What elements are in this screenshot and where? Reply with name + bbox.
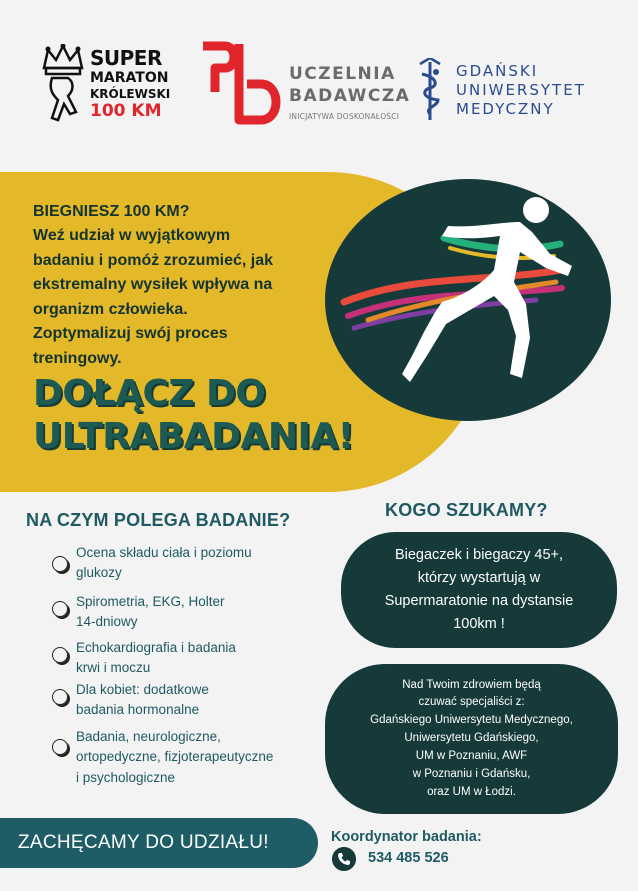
item-line: Badania, neurologiczne,	[76, 729, 221, 744]
gumed-line3: MEDYCZNY	[456, 99, 555, 118]
pill-line: Nad Twoim zdrowiem będą	[402, 678, 541, 691]
item-line: 14-dniowy	[76, 614, 138, 630]
pill-line: UM w Poznaniu, AWF	[415, 749, 528, 762]
supermaraton-logo	[38, 44, 183, 130]
list-item-text	[76, 543, 252, 584]
item-line: Ocena składu ciała i poziomu	[76, 545, 252, 560]
gumed-line1: GDAŃSKI	[456, 62, 539, 80]
coordinator-label: Koordynator badania:	[331, 829, 482, 845]
specialists-pill	[325, 664, 618, 814]
item-line: badania hormonalne	[76, 702, 200, 718]
participants-text	[359, 544, 599, 637]
study-title: NA CZYM POLEGA BADANIE?	[26, 510, 291, 530]
pill-line: Biegaczek i biegaczy 45+,	[394, 546, 564, 563]
item-line: Echokardiografia i badania	[76, 640, 236, 655]
list-item-text	[76, 727, 273, 788]
item-line: glukozy	[76, 565, 122, 581]
hero-line2: Weź udział w wyjątkowym	[33, 227, 231, 245]
caduceus-icon	[416, 58, 444, 124]
item-line: krwi i moczu	[76, 660, 151, 676]
item-line: i psychologiczne	[76, 769, 176, 785]
coordinator-phone[interactable]: 534 485 526	[368, 850, 449, 866]
bullet-icon	[52, 739, 68, 755]
pill-line: Supermaratonie na dystansie	[384, 593, 574, 609]
item-line: ortopedyczne, fizjoterapeutyczne	[76, 749, 274, 765]
pill-line: Uniwersytetu Gdańskiego,	[404, 732, 539, 745]
supermaraton-line3: KRÓLEWSKI	[90, 87, 171, 101]
pill-line: którzy wystartują w	[417, 569, 541, 586]
pill-line: oraz UM w Łodzi.	[427, 785, 516, 798]
list-item-text	[76, 638, 236, 679]
gumed-line2: UNIWERSYTET	[456, 80, 586, 99]
list-item-text	[76, 592, 225, 633]
runner-icon	[324, 178, 612, 422]
bullet-icon	[52, 601, 68, 617]
gumed-logo	[416, 58, 616, 128]
supermaraton-line1: SUPER	[90, 46, 162, 70]
pill-line: czuwać specjaliści z:	[418, 696, 525, 709]
bullet-icon	[52, 556, 68, 572]
hero-intro	[33, 200, 333, 371]
uczelnia-badawcza-logo	[195, 40, 411, 132]
supermaraton-wordmark	[90, 48, 170, 120]
uczelnia-line2: BADAWCZA	[289, 86, 411, 106]
specialists-text	[342, 677, 602, 802]
hero-line3: badaniu i pomóż zrozumieć, jak	[33, 251, 274, 269]
supermaraton-line2: MARATON	[90, 70, 169, 86]
headline-line1: DOŁĄCZ DO	[33, 373, 266, 414]
hero-line1: BIEGNIESZ 100 KM?	[33, 203, 190, 220]
cta-banner	[0, 818, 318, 868]
crown-icon	[38, 44, 88, 128]
bullet-icon	[52, 689, 68, 705]
pill-line: w Poznaniu i Gdańsku,	[412, 767, 531, 780]
uczelnia-line3: INICJATYWA DOSKONAŁOŚCI	[289, 112, 400, 121]
headline-line2: ULTRABADANIA!	[33, 416, 354, 458]
uczelnia-line1: UCZELNIA	[289, 64, 396, 84]
uczelnia-wordmark	[289, 66, 410, 121]
ib-logo-mark	[195, 40, 281, 128]
participants-pill	[341, 532, 617, 648]
seeking-title: KOGO SZUKAMY?	[385, 500, 548, 520]
supermaraton-line4: 100 KM	[90, 101, 162, 121]
bullet-icon	[52, 647, 68, 663]
hero-line5: organizm człowieka.	[33, 300, 188, 318]
pill-line: Gdańskiego Uniwersytetu Medycznego,	[370, 714, 573, 727]
pill-line: 100km !	[453, 616, 505, 633]
hero-line6: Zoptymalizuj swój proces	[33, 325, 228, 343]
phone-icon	[332, 847, 356, 871]
gumed-wordmark	[456, 62, 586, 118]
item-line: Spirometria, EKG, Holter	[76, 594, 225, 609]
hero-line7: treningowy.	[33, 349, 122, 367]
logo-bar	[0, 0, 638, 150]
hero-line4: ekstremalny wysiłek wpływa na	[33, 276, 273, 294]
list-item-text	[76, 680, 209, 721]
item-line: Dla kobiet: dodatkowe	[76, 682, 209, 697]
cta-text: ZACHĘCAMY DO UDZIAŁU!	[18, 832, 269, 853]
